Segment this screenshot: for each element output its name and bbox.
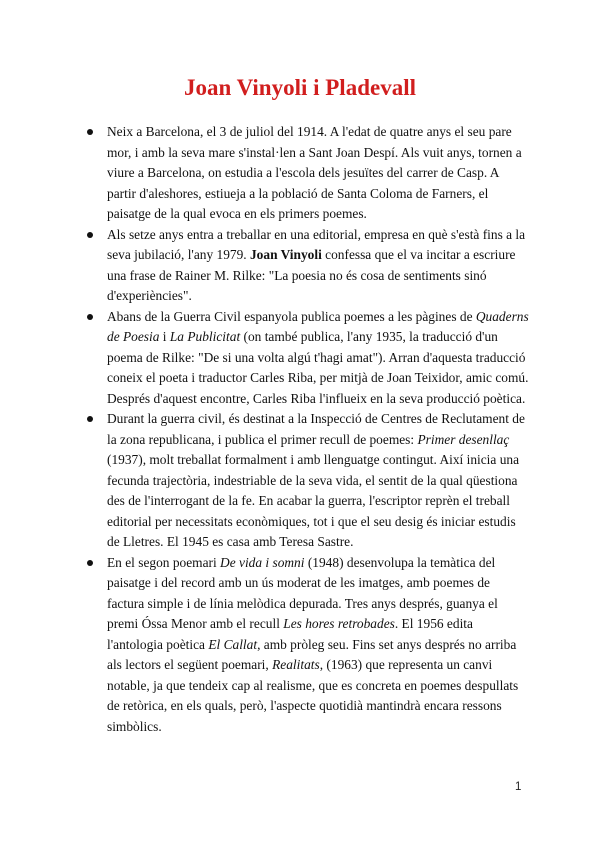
paragraph-text (107, 122, 530, 225)
list-item (84, 409, 530, 553)
list-item (84, 225, 530, 307)
bold-name: Joan Vinyoli (249, 247, 322, 262)
text-segment: Neix a Barcelona, el 3 de juliol del 1914. A l'edat de quatre anys el seu pare mor, i amb la seva mare s'instal·len a Sant Joan Despí. Als vuit anys, tornen a viure a Barcelona, on estudia a l'escola dels jesuïtes del carrer de Casp. A partir d'aleshores, estiueja a la població de Santa Coloma de Farners, el paisatge de la qual evoca en els primers poemes. (107, 124, 522, 221)
italic-title: Primer desenllaç (417, 431, 510, 447)
bullet-icon (87, 129, 93, 135)
italic-title: Quaderns de Poesia (107, 308, 529, 344)
bullet-icon (87, 232, 93, 238)
document-title: Joan Vinyoli i Pladevall (184, 75, 416, 100)
italic-title: Realitats (272, 657, 320, 672)
text-segment: confessa que el va incitar a escriure una frase de Rainer M. Rilke: "La poesia no és cosa de sentiments sinó d'experiències". (107, 247, 516, 303)
paragraph-text (107, 553, 530, 738)
text-segment: Durant la guerra civil, és destinat a la Inspecció de Centres de Reclutament de la zona republicana, i publica el primer recull de poemes: (107, 411, 525, 447)
italic-title: La Publicitat (169, 329, 241, 344)
biography-list (84, 122, 530, 737)
italic-title: El Callat (208, 636, 258, 652)
page-number: 1 (515, 781, 522, 793)
paragraph-text (107, 409, 530, 553)
list-item (84, 122, 530, 225)
paragraph-text (107, 307, 530, 410)
text-segment: . El 1956 edita l'antologia poètica (107, 616, 473, 652)
paragraph-text (107, 225, 530, 307)
text-segment: i (159, 329, 170, 344)
text-segment: En el segon poemari (107, 554, 221, 570)
text-segment: (1948) desenvolupa la temàtica del paisatge i del record amb un ús moderat de les imatges, amb poemes de factura simple i de línia melòdica depurada. Tres anys després, guanya el premi Óssa Menor amb el recull (107, 554, 498, 631)
italic-title: De vida i somni (220, 554, 305, 570)
italic-title: Les hores retrobades (283, 616, 395, 631)
text-segment: Als setze anys entra a treballar en una editorial, empresa en què s'està fins a la seva jubilació, l'any 1979. (107, 226, 526, 262)
list-item (84, 553, 530, 738)
text-segment: , (1963) que representa un canvi notable, ja que tendeix cap al realisme, que es concreta en poemes despullats de retòrica, en els quals, però, l'aspecte quotidià mantindrà encara ressons simbòlics. (107, 657, 519, 734)
bullet-icon (87, 314, 93, 320)
list-item (84, 307, 530, 410)
text-segment: (1937), molt treballat formalment i amb llenguatge contingut. Així inicia una fecunda trajectòria, indestriable de la seva vida, el sentit de la qual qüestiona des de l'interrogant de la fe. En acabar la guerra, l'escriptor reprèn el treball editorial per necessitats econòmiques, tot i que el seu desig és iniciar estudis de Lletres. El 1945 es casa amb Teresa Sastre. (107, 452, 520, 549)
text-segment: Abans de la Guerra Civil espanyola publica poemes a les pàgines de (107, 308, 476, 324)
text-segment: (on també publica, l'any 1935, la traducció d'un poema de Rilke: "De si una volta algú t'hagi amat"). Arran d'aquesta traducció coneix el poeta i traductor Carles Riba, per mitjà de Joan Teixidor, amic comú. Després d'aquest encontre, Carles Riba l'influeix en la seva producció poètica. (107, 329, 529, 406)
text-segment: , amb pròleg seu. Fins set anys després no arriba als lectors el següent poemari, (107, 636, 517, 672)
bullet-icon (87, 560, 93, 566)
bullet-icon (87, 416, 93, 422)
